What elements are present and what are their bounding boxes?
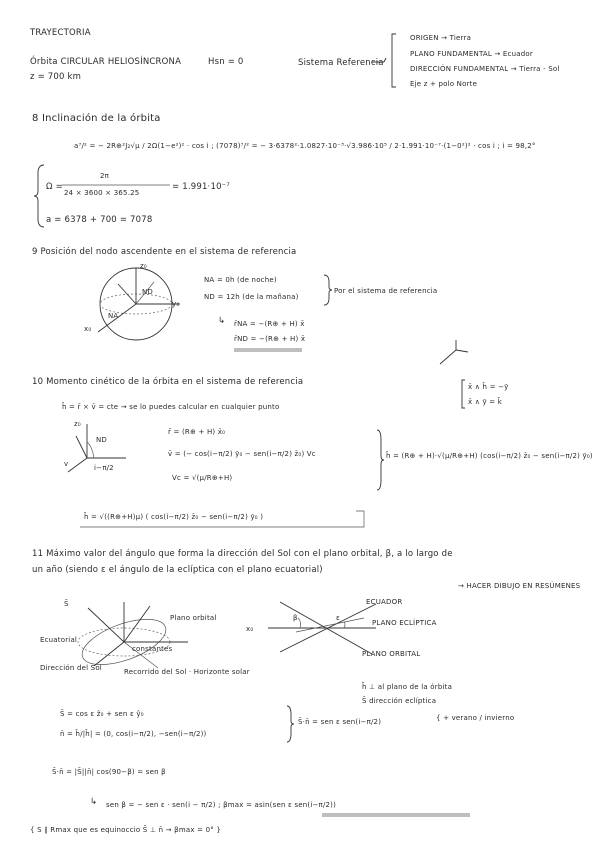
v-label-10: v xyxy=(64,460,69,468)
label-constantes: constantes xyxy=(132,645,173,653)
label-ecuatorial: Ecuatorial xyxy=(40,636,78,644)
nd-label-10: ND xyxy=(96,436,108,444)
sin-beta: sen β = − sen ε · sen(i − π/2) ; βmax = asin(sen ε sen(i−π/2)) xyxy=(106,801,337,809)
section-8-title: 8 Inclinación de la órbita xyxy=(32,113,161,124)
axis-x-label: x₀ xyxy=(84,325,92,333)
arrow-glyph-11: ↳ xyxy=(90,797,98,807)
ref-eje: Eje z + polo Norte xyxy=(410,80,478,88)
r-nd: r̄ND = −(R⊕ + H) x̄ xyxy=(234,335,306,343)
nd-label: ND xyxy=(142,288,154,296)
v-vector: v̄ = (− cos(i−π/2) ȳ₀ − sen(i−π/2) z̄₀) Vc xyxy=(168,450,316,458)
cross-2: x̄ ∧ ȳ = k̄ xyxy=(468,398,503,406)
sistema-label: Sistema Referencia xyxy=(298,58,384,68)
h-rhs: h̄ = (R⊕ + H)·√(μ/R⊕+H) (cos(i−π/2) z̄₀ − sen(i−π/2) ȳ₀) xyxy=(386,452,593,460)
omega-lhs: Ω = xyxy=(46,182,63,192)
label-plano-ecliptica: PLANO ECLÍPTICA xyxy=(372,619,437,627)
dot-product: S̄·n̄ = |S̄||n̄| cos(90−β) = sen β xyxy=(52,768,166,776)
ref-plano: PLANO FUNDAMENTAL → Ecuador xyxy=(410,50,533,58)
axis-z-label: z₀ xyxy=(140,262,147,270)
sn-note: { + verano / invierno xyxy=(436,714,515,722)
altitude: z = 700 km xyxy=(30,72,82,82)
small-axes xyxy=(436,338,476,368)
perp-2: S̄ dirección eclíptica xyxy=(362,697,437,705)
r-na: r̄NA = −(R⊕ + H) x̄ xyxy=(234,320,305,328)
s-vector-label: S̄ xyxy=(64,600,69,608)
semimajor-axis: a = 6378 + 700 = 7078 xyxy=(46,215,153,225)
perp-1: h̄ ⊥ al plano de la órbita xyxy=(362,683,453,691)
inclination-formula: a⁷/² = − 2R⊕²J₂√μ / 2Ω(1−e²)² · cos i ; (7078)⁷/² = − 3·6378²·1.0827·10⁻³·√3.986·10⁵ / 2·1.991·10⁻⁷·(1−0²)² · cos i ; i = 98,2° xyxy=(74,142,536,150)
cross-1: x̄ ∧ h̄ = −ȳ xyxy=(468,383,509,391)
section-11-title: 11 Máximo valor del ángulo que forma la dirección del Sol con el plano orbital, β, a lo largo de xyxy=(32,549,453,559)
vc-value: Vc = √(μ/R⊕+H) xyxy=(172,474,233,482)
label-recorrido: Recorrido del Sol · Horizonte solar xyxy=(124,668,250,676)
axis-z-label-10: z₀ xyxy=(74,420,81,428)
omega-numerator: 2π xyxy=(100,172,110,180)
omega-denominator: 24 × 3600 × 365.25 xyxy=(64,189,140,197)
arrow-glyph: ↳ xyxy=(218,316,226,326)
n-vector: n̄ = h̄/|h̄| = (0, cos(i−π/2), −sen(i−π/2)) xyxy=(60,730,207,738)
label-beta: β xyxy=(293,614,298,622)
section-9-title: 9 Posición del nodo ascendente en el sistema de referencia xyxy=(32,247,297,257)
section-10-title: 10 Momento cinético de la órbita en el sistema de referencia xyxy=(32,377,304,387)
por-sistema: Por el sistema de referencia xyxy=(334,287,438,295)
label-plano-orbital-2: PLANO ORBITAL xyxy=(362,650,421,658)
omega-value: = 1.991·10⁻⁷ xyxy=(172,182,230,192)
page-title: TRAYECTORIA xyxy=(30,28,91,38)
angle-label-10: i−π/2 xyxy=(94,464,114,472)
axis-y-label: y₀ xyxy=(172,300,180,308)
ref-origen: ORIGEN → Tierra xyxy=(410,34,472,42)
label-ecuador: ECUADOR xyxy=(366,598,403,606)
ref-direccion: DIRECCIÓN FUNDAMENTAL → Tierra - Sol xyxy=(410,65,560,73)
nd-time: ND = 12h (de la mañana) xyxy=(204,293,299,301)
label-direccion-sol: Dirección del Sol xyxy=(40,664,102,672)
label-eps: ε xyxy=(336,614,340,622)
na-time: NA = 0h (de noche) xyxy=(204,276,277,284)
s-dot-n: S̄·n̄ = sen ε sen(i−π/2) xyxy=(298,718,382,726)
note-resumenes: → HACER DIBUJO EN RESÚMENES xyxy=(458,582,581,590)
label-plano-orbital: Plano orbital xyxy=(170,614,217,622)
label-x0: x₀ xyxy=(246,625,254,633)
hsn-value: Hsn = 0 xyxy=(208,57,244,67)
ref-brace xyxy=(372,32,412,92)
h-final-box xyxy=(80,509,366,529)
na-label: NA xyxy=(108,312,119,320)
h-final: h̄ = √((R⊕+H)μ) ( cos(i−π/2) z̄₀ − sen(i−π/2) ȳ₀ ) xyxy=(84,513,264,521)
orbit-type: Órbita CIRCULAR HELIOSÍNCRONA xyxy=(30,57,182,67)
s-vector: S̄ = cos ε ẑ₀ + sen ε ŷ₀ xyxy=(60,710,144,718)
section-11-title-2: un año (siendo ε el ángulo de la eclíptica con el plano ecuatorial) xyxy=(32,565,323,575)
equinox-line: { S ∥ Rmax que es equinoccio S̄ ⊥ n̄ → βmax = 0° } xyxy=(30,826,222,834)
h-definition: h̄ = r̄ × v̄ = cte → se lo puedes calcular en cualquier punto xyxy=(62,403,280,411)
r-vector: r̄ = (R⊕ + H) x̄₀ xyxy=(168,428,226,436)
